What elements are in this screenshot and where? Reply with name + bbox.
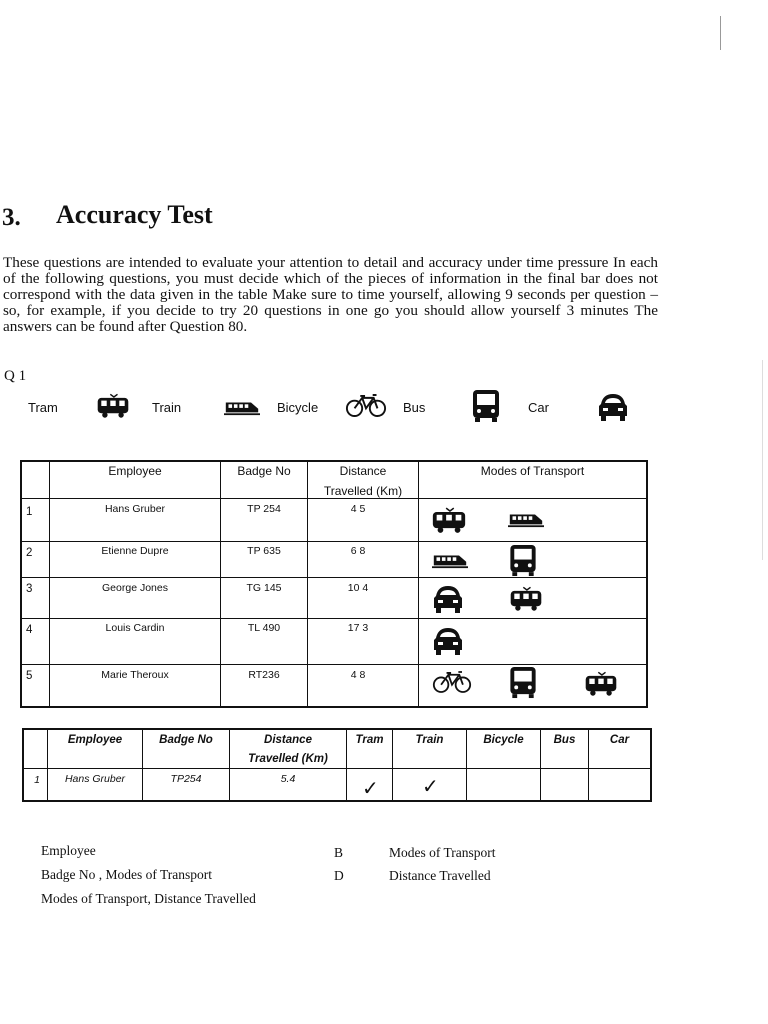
column-header-car: Car [609, 734, 630, 746]
bicycle-icon [432, 670, 472, 694]
employee-cell: Louis Cardin [105, 622, 165, 634]
tram-icon [508, 586, 544, 612]
answer-option-c[interactable]: Badge No , Modes of Transport [41, 867, 212, 882]
scan-artifact [720, 16, 721, 50]
employee-cell: Etienne Dupre [101, 545, 169, 557]
legend-label-tram: Tram [28, 400, 58, 415]
distance-cell: 10 4 [347, 582, 369, 594]
distance-cell: 17 3 [347, 622, 369, 634]
answer-option-a[interactable]: Employee [41, 843, 96, 858]
badge-cell: TP 254 [247, 503, 281, 515]
car-icon [597, 392, 629, 422]
answer-option-d[interactable]: Distance Travelled [389, 868, 491, 883]
tram-icon [583, 671, 619, 697]
employee-cell: George Jones [102, 582, 168, 594]
column-header-badge: Badge No [237, 464, 291, 478]
column-header-bus: Bus [553, 734, 576, 746]
column-header-badge: Badge No [159, 734, 213, 746]
car-icon [432, 626, 464, 656]
answer-option-e[interactable]: Modes of Transport, Distance Travelled [41, 891, 256, 906]
column-header-distance-unit: Travelled (Km) [323, 484, 403, 498]
train-checkmark: ✓ [422, 774, 439, 798]
distance-cell: 5.4 [280, 773, 296, 785]
legend-label-car: Car [528, 400, 549, 415]
badge-cell: TG 145 [246, 582, 282, 594]
column-header-employee: Employee [67, 734, 123, 746]
bus-icon [508, 544, 538, 577]
scan-artifact [762, 360, 763, 560]
bus-icon [508, 666, 538, 699]
column-header-distance: Distance [264, 734, 312, 746]
section-title: Accuracy Test [56, 200, 213, 229]
employee-cell: Hans Gruber [64, 773, 126, 785]
answer-letter-b: B [334, 845, 344, 860]
row-number: 1 [26, 506, 33, 518]
legend-label-train: Train [152, 400, 182, 415]
column-header-employee: Employee [108, 464, 162, 478]
column-header-bicycle: Bicycle [483, 734, 524, 746]
badge-cell: TP254 [170, 773, 202, 785]
row-number: 3 [26, 583, 33, 595]
row-number: 1 [34, 774, 40, 786]
answer-option-b[interactable]: Modes of Transport [389, 845, 496, 860]
question-label: Q 1 [4, 368, 27, 384]
column-header-distance: Distance [339, 464, 387, 478]
column-header-train: Train [415, 734, 444, 746]
column-header-distance-unit: Travelled (Km) [248, 753, 328, 765]
column-header-modes: Modes of Transport [480, 464, 585, 478]
distance-cell: 6 8 [350, 545, 366, 557]
row-number: 2 [26, 547, 33, 559]
tram-icon [95, 393, 131, 419]
badge-cell: TP 635 [247, 545, 281, 557]
tram-checkmark: ✓ [362, 776, 379, 800]
badge-cell: RT236 [248, 669, 280, 681]
train-icon [508, 510, 544, 528]
intro-paragraph: These questions are intended to evaluate your attention to detail and accuracy under time pressure In each of the following questions, you must decide which of the pieces of information in the final bar does not correspond with the data given in the table Make sure to time yourself, allowing 9 seconds per question – so, for example, if you decide to try 20 questions in one go you should allow yourself 3 minutes The answers can be found after Question 80. [3, 254, 658, 335]
train-icon [432, 551, 468, 569]
legend-label-bicycle: Bicycle [277, 400, 319, 415]
section-number: 3. [2, 204, 21, 231]
bicycle-icon [345, 393, 387, 418]
answer-row-table [22, 728, 652, 802]
bus-icon [471, 389, 501, 423]
distance-cell: 4 5 [350, 503, 366, 515]
employee-cell: Marie Theroux [101, 669, 169, 681]
row-number: 4 [26, 624, 33, 636]
answer-letter-d: D [334, 868, 344, 883]
legend-label-bus: Bus [403, 400, 426, 415]
employee-cell: Hans Gruber [104, 503, 166, 515]
car-icon [432, 584, 464, 614]
transport-table [20, 460, 648, 708]
tram-icon [430, 507, 468, 534]
train-icon [224, 398, 260, 416]
column-header-tram: Tram [355, 734, 384, 746]
distance-cell: 4 8 [350, 669, 366, 681]
badge-cell: TL 490 [247, 622, 281, 634]
row-number: 5 [26, 670, 33, 682]
